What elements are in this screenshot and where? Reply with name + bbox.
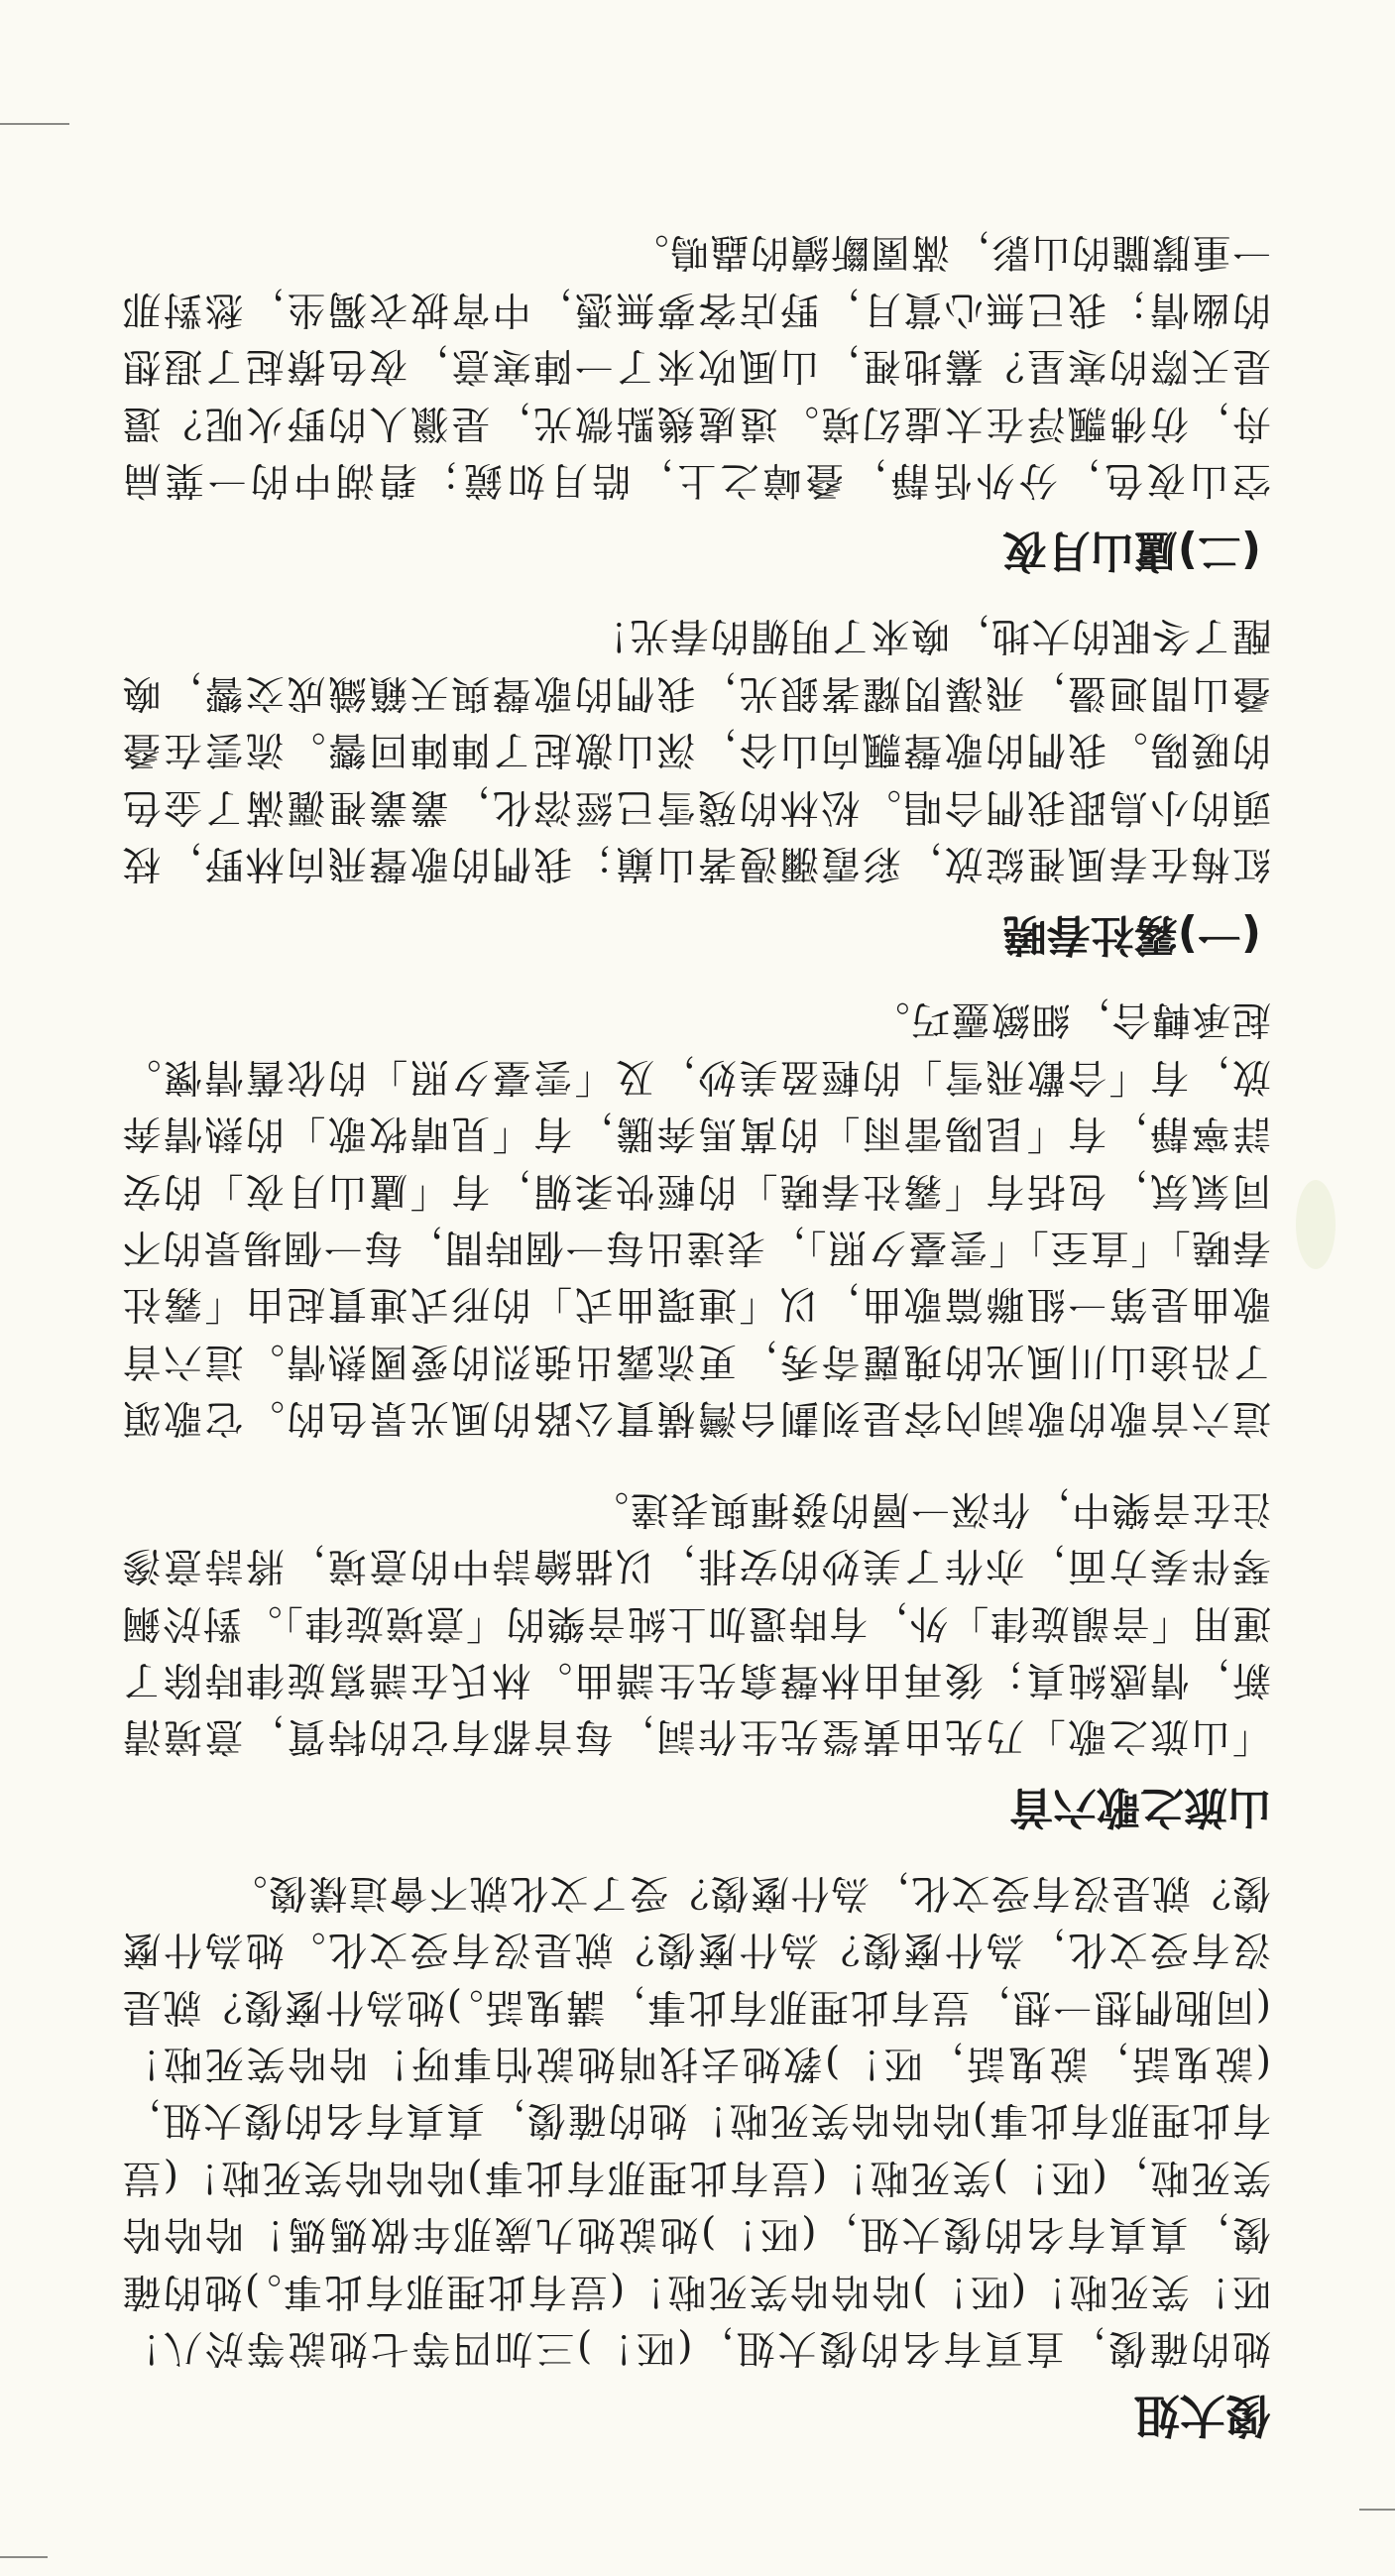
section-paragraph-1: 「山旅之歌」乃先由黃瑩先生作詞，每首都有它的特質，意境清新，情感純真；後再由林聲翕先生譜曲。林氏在譜寫旋律時除了運用「音韻旋律」外，有時還加上純音樂的「意境旋律」。對於鋼琴伴奏方面，亦作了美妙的安排，以描繪詩中的意境，將詩意滲注在音樂中，作深一層的發揮與表達。 [121,1485,1271,1759]
song1-heading: (一)霧社春曉 [1002,909,1261,961]
song2-lyrics: 空山夜色，分外恬靜，叠嶂之上，皓月如鏡；碧湖中的一葉扁舟，彷彿飄浮在太虛幻境。遠處幾點微光，是獵人的野火呢？還是天際的寒星？驀地裡，山風吹來了一陣寒意，夜色撩起了遐想的幽情；我已無心賞月，野店客夢無憑，中宵披衣獨坐，愁對那一重朦朧的山影，滿園斷續的蟲鳴。 [121,229,1271,503]
intro-paragraph: 她的確傻，直頁有名的傻大姐，(呸！)三加四等七她說等於八！呸！笑死啦！(呸！)哈哈哈笑死啦！(豈有此理那有此事。)她的確傻，真真有名的傻大姐，(呸！)她說她九歲那年做媽媽！哈哈哈笑死啦，(呸！)笑死啦！(豈有此理那有此事)哈哈哈笑死啦！(豈有此理那有此事)哈哈哈笑死啦！她的確傻，真真有名的傻大姐，(說鬼話，說鬼話，呸！)教她去找哨她說怕事呀！哈哈笑死啦！(同胞們想一想，豈有此理那有此事，講鬼話。)她為什麼傻？就是沒有受文化，為什麼傻？為什麼傻？就是沒有受文化。她為什麼傻？就是沒有受文化，為什麼傻？受了文化就不會這樣傻。 [121,1869,1271,2370]
page-content [121,223,1271,2447]
song1-lyrics: 紅梅在春風裡綻放，彩霞瀰漫著山巔；我們的歌聲飛向林野，枝頭的小鳥跟我們合唱。松林的殘雪已經溶化，叢叢裡灑滿了金色的暖陽。我們的歌聲飄向山谷，深山激起了陣陣回響。流雲在叠叠山間迴盪，飛瀑閃耀著銀光，我們的歌聲與天籟織成交響，喚醒了冬眠的大地，喚來了明媚的春光！ [121,613,1271,886]
document-title: 傻大姐 [1134,2389,1271,2442]
section-heading: 山旅之歌六首 [1009,1782,1271,1833]
section-paragraph-2: 這六首歌的歌詞內容是刻劃台灣橫貫公路的風光景色的。它歌頌了沿途山川風光的瑰麗奇秀，更流露出強烈的愛國熱情。這六首歌曲是第一組聯篇歌曲，以「連環曲式」的形式連貫起由「霧社春曉」「直至」「雲臺夕照」，表達出每一個時間，每一個場景的不同氣氛，包括有「霧社春曉」的輕快柔媚，有「廬山月夜」的安詳寧靜，有「昆陽雷雨」的萬馬奔騰，有「見晴牧歌」的熱情奔放，有「合歡飛雪」的輕盈美妙，及「雲臺夕照」的依舊情懷。起承轉合，細緻靈巧。 [121,996,1271,1441]
song2-heading: (二)廬山月夜 [1002,526,1261,577]
paragraph-gap [121,1446,1271,1479]
